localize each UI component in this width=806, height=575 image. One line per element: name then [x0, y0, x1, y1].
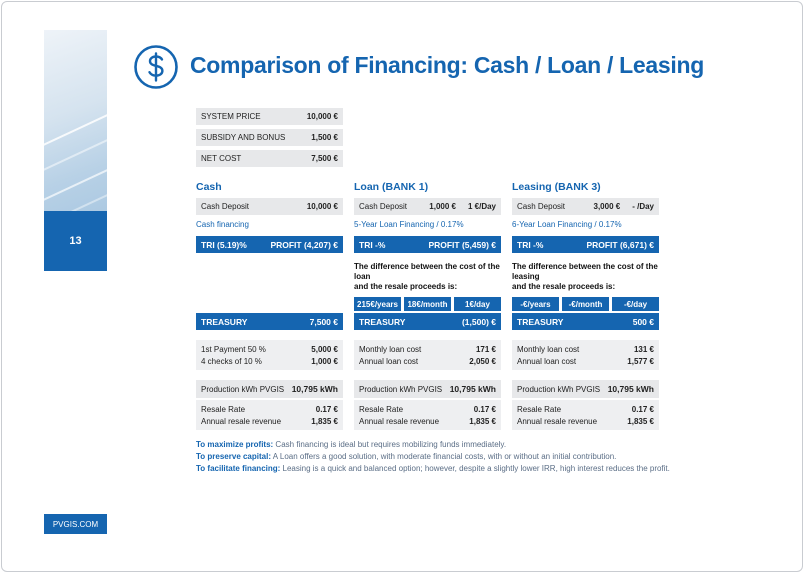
production-value: 10,795 kWh — [291, 384, 338, 394]
resale-rate-label: Resale Rate — [517, 404, 562, 414]
deposit-per-day: - /Day — [632, 202, 654, 211]
cash-heading: Cash — [196, 181, 222, 193]
resale-rate-label: Resale Rate — [359, 404, 404, 414]
tri-label: TRI (5.19)% — [201, 239, 247, 250]
note-capital — [196, 452, 616, 461]
leasing-deposit-row — [512, 198, 659, 215]
loan-chip-month: 18€/month — [404, 297, 451, 311]
production-label: Production kWh PVGIS — [359, 384, 443, 394]
summary-row — [196, 150, 343, 167]
difference-line: loan — [354, 272, 371, 281]
production-value: 10,795 kWh — [449, 384, 496, 394]
production-label: Production kWh PVGIS — [201, 384, 285, 394]
note-text: A Loan offers a good solution, with moderate financial costs, with or without an initial contribution. — [271, 452, 617, 461]
payment-label: Monthly loan cost — [517, 344, 580, 354]
summary-value: 7,500 € — [311, 154, 338, 163]
deposit-label: Cash Deposit — [359, 202, 408, 211]
treasury-value: 7,500 € — [309, 316, 338, 327]
list-item — [517, 417, 654, 426]
cash-payments-box — [196, 340, 343, 370]
list-item — [201, 345, 338, 354]
dollar-circle-icon — [133, 44, 179, 90]
treasury-value: (1,500) € — [461, 316, 496, 327]
payment-value: 1,577 € — [627, 356, 654, 366]
note-text: Leasing is a quick and balanced option; however, despite a slightly lower IRR, high interest reduces the profit. — [280, 464, 670, 473]
resale-rate-value: 0.17 € — [473, 404, 496, 414]
summary-row — [196, 108, 343, 125]
loan-resale-box — [354, 400, 501, 430]
deposit-value: 3,000 € — [593, 202, 621, 211]
leasing-payments-box — [512, 340, 659, 370]
difference-line: leasing — [512, 272, 540, 281]
tri-value: PROFIT (5,459) € — [428, 239, 496, 250]
loan-treasury-bar — [354, 313, 501, 330]
cash-resale-box — [196, 400, 343, 430]
tri-value: PROFIT (4,207) € — [270, 239, 338, 250]
difference-line: and the resale proceeds is: — [354, 282, 458, 291]
loan-chip-day: 1€/day — [454, 297, 501, 311]
payment-label: Monthly loan cost — [359, 344, 422, 354]
note-heading: To facilitate financing: — [196, 464, 281, 473]
page-title: Comparison of Financing: Cash / Loan / Leasing — [190, 52, 704, 78]
leasing-resale-box — [512, 400, 659, 430]
loan-payments-box — [354, 340, 501, 370]
payment-value: 5,000 € — [311, 344, 338, 354]
cash-treasury-bar — [196, 313, 343, 330]
leasing-chip-years: -€/years — [512, 297, 559, 311]
cash-financing-text: Cash financing — [196, 220, 249, 229]
loan-difference-text — [354, 262, 504, 292]
loan-tri-bar — [354, 236, 501, 253]
treasury-label: TREASURY — [517, 316, 564, 327]
list-item — [359, 417, 496, 426]
summary-label: SUBSIDY AND BONUS — [201, 133, 286, 142]
summary-label: NET COST — [201, 154, 242, 163]
difference-line: The difference between the cost of the — [354, 262, 500, 271]
payment-value: 171 € — [475, 344, 496, 354]
difference-line: and the resale proceeds is: — [512, 282, 616, 291]
treasury-value: 500 € — [632, 316, 654, 327]
leasing-chip-day: -€/day — [612, 297, 659, 311]
note-heading: To preserve capital: — [196, 452, 271, 461]
list-item — [359, 345, 496, 354]
deposit-per-day: 1 €/Day — [467, 202, 496, 211]
list-item — [517, 357, 654, 366]
annual-resale-label: Annual resale revenue — [201, 416, 282, 426]
note-heading: To maximize profits: — [196, 440, 274, 449]
loan-chip-years: 215€/years — [354, 297, 401, 311]
tri-label: TRI -% — [517, 239, 544, 250]
payment-label: Annual loan cost — [517, 356, 577, 366]
payment-value: 131 € — [633, 344, 654, 354]
list-item — [359, 405, 496, 414]
loan-production-row — [354, 380, 501, 398]
cash-deposit-row — [196, 198, 343, 215]
treasury-label: TREASURY — [201, 316, 248, 327]
deposit-label: Cash Deposit — [201, 202, 250, 211]
loan-financing-text: 5-Year Loan Financing / 0.17% — [354, 220, 464, 229]
leasing-difference-text — [512, 262, 662, 292]
production-value: 10,795 kWh — [607, 384, 654, 394]
leasing-financing-text: 6-Year Loan Financing / 0.17% — [512, 220, 622, 229]
list-item — [359, 357, 496, 366]
resale-rate-value: 0.17 € — [631, 404, 654, 414]
deposit-value: 10,000 € — [306, 202, 338, 211]
leasing-tri-bar — [512, 236, 659, 253]
list-item — [201, 417, 338, 426]
loan-heading: Loan (BANK 1) — [354, 181, 429, 193]
page-number: 13 — [44, 211, 107, 271]
tri-label: TRI -% — [359, 239, 386, 250]
payment-label: 4 checks of 10 % — [201, 356, 262, 366]
leasing-production-row — [512, 380, 659, 398]
footer-link[interactable]: PVGIS.COM — [44, 514, 107, 534]
summary-label: SYSTEM PRICE — [201, 112, 261, 121]
payment-value: 2,050 € — [469, 356, 496, 366]
summary-value: 10,000 € — [306, 112, 338, 121]
difference-line: The difference between the cost of the — [512, 262, 658, 271]
summary-row — [196, 129, 343, 146]
deposit-label: Cash Deposit — [517, 202, 566, 211]
payment-value: 1,000 € — [311, 356, 338, 366]
annual-resale-label: Annual resale revenue — [517, 416, 598, 426]
list-item — [517, 405, 654, 414]
leasing-heading: Leasing (BANK 3) — [512, 181, 601, 193]
leasing-treasury-bar — [512, 313, 659, 330]
production-label: Production kWh PVGIS — [517, 384, 601, 394]
annual-resale-value: 1,835 € — [627, 416, 654, 426]
list-item — [517, 345, 654, 354]
tri-value: PROFIT (6,671) € — [586, 239, 654, 250]
loan-deposit-row — [354, 198, 501, 215]
note-financing — [196, 464, 670, 473]
note-text: Cash financing is ideal but requires mobilizing funds immediately. — [273, 440, 507, 449]
summary-value: 1,500 € — [311, 133, 338, 142]
leasing-chip-month: -€/month — [562, 297, 609, 311]
resale-rate-label: Resale Rate — [201, 404, 246, 414]
deposit-value: 1,000 € — [429, 202, 456, 211]
treasury-label: TREASURY — [359, 316, 406, 327]
cash-production-row — [196, 380, 343, 398]
annual-resale-value: 1,835 € — [469, 416, 496, 426]
annual-resale-value: 1,835 € — [311, 416, 338, 426]
annual-resale-label: Annual resale revenue — [359, 416, 440, 426]
payment-label: Annual loan cost — [359, 356, 419, 366]
list-item — [201, 405, 338, 414]
cash-tri-bar — [196, 236, 343, 253]
payment-label: 1st Payment 50 % — [201, 344, 266, 354]
resale-rate-value: 0.17 € — [315, 404, 338, 414]
note-profits — [196, 440, 506, 449]
list-item — [201, 357, 338, 366]
